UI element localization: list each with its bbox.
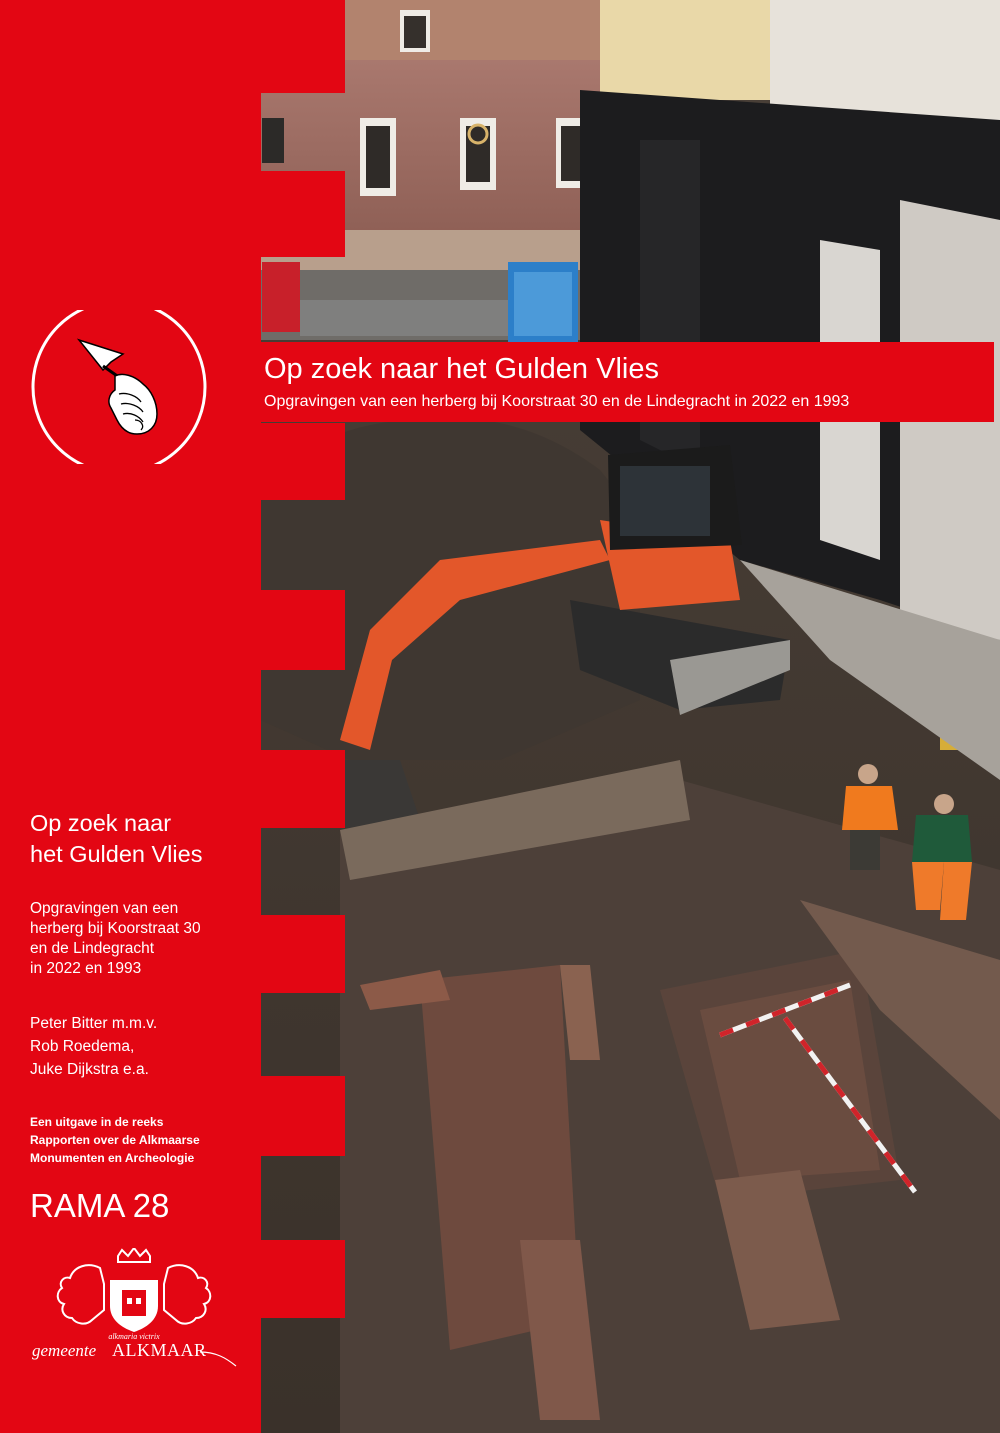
- side-subtitle-line: en de Lindegracht: [30, 940, 155, 957]
- trowel-hand-icon: [31, 310, 207, 464]
- logo-name: ALKMAAR: [112, 1340, 207, 1360]
- cover-subtitle: Opgravingen van een herberg bij Koorstraat 30 en de Lindegracht in 2022 en 1993: [264, 393, 850, 410]
- logo-name-prefix: gemeente: [32, 1341, 97, 1360]
- side-title-line: Op zoek naar: [30, 810, 172, 836]
- side-title-line: het Gulden Vlies: [30, 841, 203, 867]
- lion-left-icon: [58, 1265, 104, 1323]
- authors: [30, 1012, 265, 1081]
- author-line: Juke Dijkstra e.a.: [30, 1061, 149, 1078]
- series-line: Rapporten over de Alkmaarse: [30, 1133, 200, 1147]
- logo-motto: alkmaria victrix: [108, 1332, 160, 1341]
- author-line: Peter Bitter m.m.v.: [30, 1015, 158, 1032]
- excavation-pit: [340, 760, 1000, 1433]
- cover-title: Op zoek naar het Gulden Vlies: [264, 353, 659, 385]
- series-note: [30, 1113, 265, 1167]
- series-line: Een uitgave in de reeks: [30, 1115, 164, 1129]
- side-subtitle: [30, 899, 265, 979]
- crown-icon: [118, 1248, 150, 1262]
- side-subtitle-line: herberg bij Koorstraat 30: [30, 920, 201, 937]
- castle-icon: [122, 1290, 146, 1316]
- side-subtitle-line: Opgravingen van een: [30, 900, 179, 917]
- author-line: Rob Roedema,: [30, 1038, 135, 1055]
- street-fence: [260, 262, 580, 342]
- lion-right-icon: [164, 1265, 210, 1323]
- series-code: RAMA 28: [30, 1187, 170, 1224]
- alkmaar-logo: [30, 1248, 250, 1368]
- side-subtitle-line: in 2022 en 1993: [30, 960, 142, 977]
- title-band: [260, 342, 994, 422]
- series-line: Monumenten en Archeologie: [30, 1151, 195, 1165]
- side-title: [30, 808, 265, 870]
